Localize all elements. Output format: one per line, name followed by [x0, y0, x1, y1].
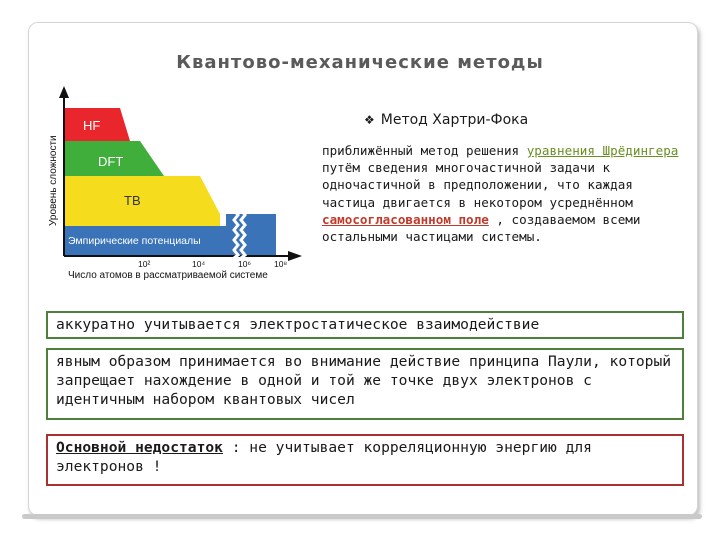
- method-heading-text: Метод Хартри-Фока: [380, 112, 529, 128]
- slide-title: Квантово-механические методы: [176, 52, 544, 73]
- x-tick-3: 10⁶: [238, 259, 251, 269]
- schrodinger-equation-link[interactable]: уравнения Шрёдингера: [526, 143, 679, 158]
- desc-part2: путём сведения многочастичной задачи к одночастичной в предположении, что каждая частица двигается в некотором усреднённом: [322, 160, 633, 210]
- x-axis-arrow: [288, 251, 302, 261]
- label-hf: HF: [83, 118, 101, 133]
- method-description: [322, 142, 684, 245]
- desc-part3: , создаваемом всеми остальными частицами системы.: [322, 211, 641, 245]
- main-drawback-label: Основной недостаток: [56, 439, 223, 456]
- x-tick-4: 10⁸: [274, 259, 288, 269]
- label-tb: TB: [124, 193, 141, 208]
- self-consistent-field-link[interactable]: самосогласованном поле: [322, 211, 489, 227]
- desc-part1: приближённый метод решения: [322, 143, 527, 158]
- x-tick-1: 10²: [138, 259, 151, 269]
- label-dft: DFT: [98, 154, 124, 169]
- advantage-box-pauli: явным образом принимается во внимание действие принципа Паули, который запрещает нахождение в одной и той же точке двух электронов с идентичным набором квантовых чисел: [46, 348, 684, 420]
- layer-tb: [65, 176, 220, 226]
- label-empirical: Эмпирические потенциалы: [68, 235, 201, 247]
- complexity-chart: [44, 86, 304, 282]
- y-axis-label: Уровень сложности: [48, 135, 59, 226]
- main-drawback-text: : не учитывает корреляционную энергию для электронов !: [56, 439, 592, 475]
- x-tick-2: 10⁴: [192, 259, 206, 269]
- x-axis-label: Число атомов в рассматриваемой системе: [68, 270, 268, 281]
- method-heading: [364, 112, 528, 128]
- slide-bottom-bar: [22, 514, 702, 519]
- diamond-bullet-icon: ❖: [364, 113, 375, 127]
- disadvantage-box: [46, 434, 684, 486]
- advantage-box-electrostatic: аккуратно учитывается электростатическое взаимодействие: [46, 311, 684, 339]
- y-axis-arrow: [59, 86, 69, 98]
- layer-empirical-tail: [244, 214, 276, 226]
